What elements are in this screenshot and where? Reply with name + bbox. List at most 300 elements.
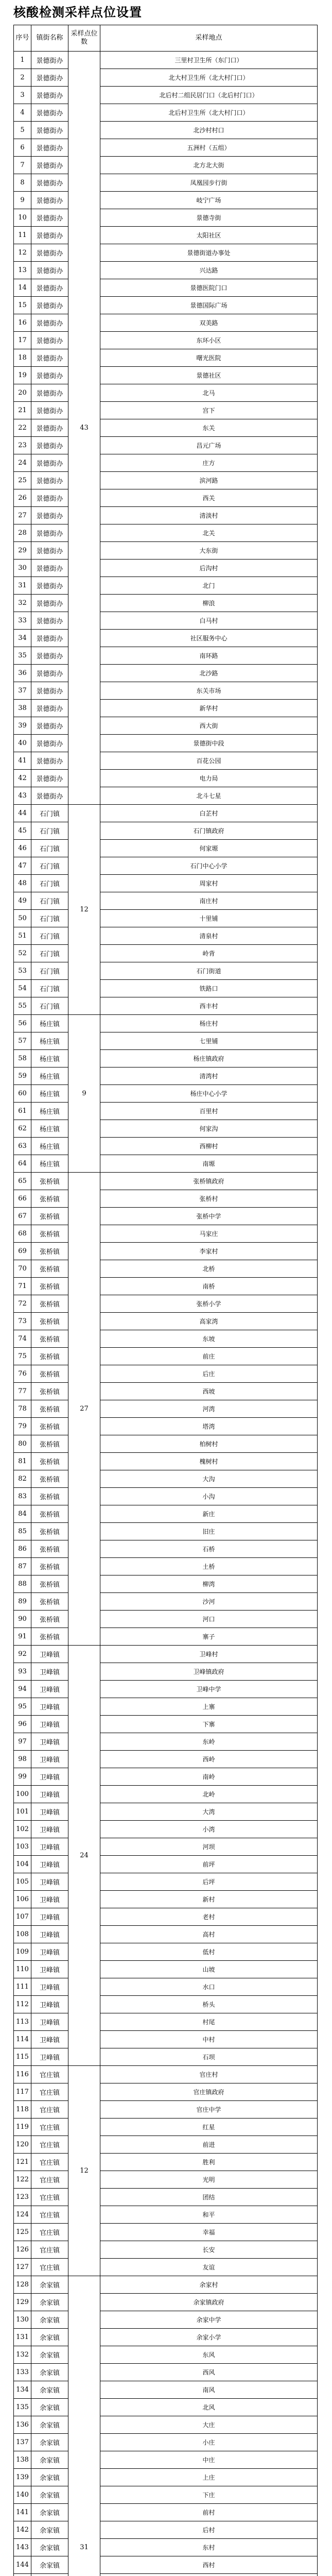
row-location: 余家村 — [100, 2276, 318, 2294]
row-location: 幸福 — [100, 2224, 318, 2241]
row-town: 石门镇 — [31, 980, 68, 997]
row-town: 张桥镇 — [31, 1575, 68, 1593]
table-row — [14, 1856, 318, 1873]
row-location: 清湾村 — [100, 1067, 318, 1085]
row-town: 石门镇 — [31, 892, 68, 910]
row-location: 周家村 — [100, 875, 318, 892]
row-index: 74 — [14, 1330, 31, 1348]
group-count: 43 — [68, 52, 100, 805]
row-town: 余家镇 — [31, 2329, 68, 2346]
table-row — [14, 2048, 318, 2066]
row-location: 石门街道 — [100, 962, 318, 980]
row-index: 20 — [14, 384, 31, 402]
table-row — [14, 349, 318, 367]
row-index: 125 — [14, 2224, 31, 2241]
row-location: 张桥镇政府 — [100, 1173, 318, 1190]
row-index: 112 — [14, 1996, 31, 2013]
row-index: 56 — [14, 1015, 31, 1032]
row-town: 景德街办 — [31, 157, 68, 174]
row-location: 石桥 — [100, 1540, 318, 1558]
table-row — [14, 2031, 318, 2048]
table-row — [14, 630, 318, 647]
row-location: 杨庄镇政府 — [100, 1050, 318, 1067]
row-location: 后庄 — [100, 1365, 318, 1383]
row-location: 南风 — [100, 2381, 318, 2399]
row-location: 水口 — [100, 1978, 318, 1996]
row-location: 北关 — [100, 524, 318, 542]
row-location: 电力局 — [100, 770, 318, 787]
row-town: 官庄镇 — [31, 2136, 68, 2154]
row-location: 北后村卫生所（北大村门口） — [100, 104, 318, 122]
row-location: 李家村 — [100, 1243, 318, 1260]
row-index: 115 — [14, 2048, 31, 2066]
row-location: 卫峰村 — [100, 1646, 318, 1663]
row-index: 96 — [14, 1716, 31, 1733]
table-row — [14, 910, 318, 927]
row-location: 下寨 — [100, 1716, 318, 1733]
row-town: 石门镇 — [31, 945, 68, 962]
table-row — [14, 2381, 318, 2399]
row-town: 余家镇 — [31, 2346, 68, 2364]
row-location: 百里村 — [100, 1103, 318, 1120]
table-row — [14, 139, 318, 157]
table-row — [14, 1821, 318, 1838]
row-location: 后坪 — [100, 1873, 318, 1891]
row-location: 长安 — [100, 2241, 318, 2259]
row-index: 48 — [14, 875, 31, 892]
row-town: 卫峰镇 — [31, 1961, 68, 1978]
row-town: 卫峰镇 — [31, 1803, 68, 1821]
row-town: 卫峰镇 — [31, 1786, 68, 1803]
row-town: 杨庄镇 — [31, 1032, 68, 1050]
row-location: 官庄村 — [100, 2066, 318, 2083]
row-location: 十里铺 — [100, 910, 318, 927]
table-row — [14, 262, 318, 279]
row-index: 16 — [14, 314, 31, 332]
row-location: 前坪 — [100, 1856, 318, 1873]
row-index: 66 — [14, 1190, 31, 1208]
row-index: 102 — [14, 1821, 31, 1838]
row-town: 卫峰镇 — [31, 1838, 68, 1856]
row-town: 石门镇 — [31, 997, 68, 1015]
row-town: 卫峰镇 — [31, 1873, 68, 1891]
row-index: 111 — [14, 1978, 31, 1996]
table-row — [14, 1208, 318, 1225]
table-row — [14, 437, 318, 454]
row-town: 官庄镇 — [31, 2189, 68, 2206]
row-location: 清泉村 — [100, 927, 318, 945]
table-row — [14, 700, 318, 717]
row-index: 109 — [14, 1943, 31, 1961]
row-location: 高家湾 — [100, 1313, 318, 1330]
row-index: 50 — [14, 910, 31, 927]
row-location: 中村 — [100, 2031, 318, 2048]
row-location: 石门镇政府 — [100, 822, 318, 840]
row-index: 43 — [14, 787, 31, 805]
table-row — [14, 2416, 318, 2434]
row-town: 张桥镇 — [31, 1558, 68, 1575]
row-town: 余家镇 — [31, 2364, 68, 2381]
table-row — [14, 1733, 318, 1751]
row-index: 5 — [14, 122, 31, 139]
row-town: 官庄镇 — [31, 2206, 68, 2224]
row-index: 73 — [14, 1313, 31, 1330]
table-row — [14, 717, 318, 735]
row-town: 官庄镇 — [31, 2259, 68, 2276]
row-town: 官庄镇 — [31, 2101, 68, 2119]
row-town: 卫峰镇 — [31, 1681, 68, 1698]
row-index: 24 — [14, 454, 31, 472]
row-town: 卫峰镇 — [31, 1996, 68, 2013]
row-index: 138 — [14, 2451, 31, 2469]
row-index: 141 — [14, 2504, 31, 2521]
row-index: 14 — [14, 279, 31, 297]
row-location: 老村 — [100, 1908, 318, 1926]
row-index: 41 — [14, 752, 31, 770]
row-index: 68 — [14, 1225, 31, 1243]
table-row — [14, 2119, 318, 2136]
row-location: 中庄 — [100, 2451, 318, 2469]
row-town: 杨庄镇 — [31, 1120, 68, 1138]
row-index: 61 — [14, 1103, 31, 1120]
table-row — [14, 1418, 318, 1435]
row-location: 官庄中学 — [100, 2101, 318, 2119]
row-location: 小庄 — [100, 2434, 318, 2451]
row-town: 张桥镇 — [31, 1505, 68, 1523]
row-location: 马家庄 — [100, 1225, 318, 1243]
row-index: 44 — [14, 805, 31, 822]
row-town: 卫峰镇 — [31, 1891, 68, 1908]
table-row — [14, 805, 318, 822]
table-row — [14, 1768, 318, 1786]
row-town: 景德街办 — [31, 332, 68, 349]
row-index: 114 — [14, 2031, 31, 2048]
row-town: 余家镇 — [31, 2381, 68, 2399]
table-row — [14, 2154, 318, 2171]
row-town: 景德街办 — [31, 752, 68, 770]
row-index: 31 — [14, 577, 31, 595]
row-index: 34 — [14, 630, 31, 647]
row-index: 38 — [14, 700, 31, 717]
table-row — [14, 1996, 318, 2013]
row-index: 57 — [14, 1032, 31, 1050]
row-index: 6 — [14, 139, 31, 157]
row-town: 石门镇 — [31, 857, 68, 875]
row-town: 景德街办 — [31, 770, 68, 787]
row-town: 官庄镇 — [31, 2066, 68, 2083]
row-index: 69 — [14, 1243, 31, 1260]
row-index: 64 — [14, 1155, 31, 1173]
row-location: 北沙村村口 — [100, 122, 318, 139]
row-location: 双美路 — [100, 314, 318, 332]
row-town: 余家镇 — [31, 2486, 68, 2504]
table-row — [14, 1348, 318, 1365]
table-row — [14, 1278, 318, 1295]
row-town: 卫峰镇 — [31, 2013, 68, 2031]
row-location: 北岭 — [100, 1786, 318, 1803]
row-town: 张桥镇 — [31, 1313, 68, 1330]
row-index: 33 — [14, 612, 31, 630]
row-location: 余家镇政府 — [100, 2294, 318, 2311]
row-town: 余家镇 — [31, 2556, 68, 2574]
row-index: 98 — [14, 1751, 31, 1768]
row-location: 东环小区 — [100, 332, 318, 349]
row-location: 友谊 — [100, 2259, 318, 2276]
row-location: 何家塬 — [100, 840, 318, 857]
row-index: 21 — [14, 402, 31, 419]
row-index: 71 — [14, 1278, 31, 1295]
row-location: 上庄 — [100, 2469, 318, 2486]
table-row — [14, 227, 318, 244]
row-location: 景德街中段 — [100, 735, 318, 752]
row-location: 景德寺街 — [100, 209, 318, 227]
table-row — [14, 2399, 318, 2416]
row-town: 景德街办 — [31, 192, 68, 209]
row-town: 景德街办 — [31, 577, 68, 595]
row-location: 土桥 — [100, 1558, 318, 1575]
row-town: 卫峰镇 — [31, 1733, 68, 1751]
row-location: 前庄 — [100, 1348, 318, 1365]
row-town: 石门镇 — [31, 927, 68, 945]
row-town: 张桥镇 — [31, 1488, 68, 1505]
row-index: 131 — [14, 2329, 31, 2346]
row-town: 景德街办 — [31, 209, 68, 227]
row-town: 张桥镇 — [31, 1243, 68, 1260]
row-location: 槐树村 — [100, 1453, 318, 1470]
row-town: 石门镇 — [31, 910, 68, 927]
table-row — [14, 787, 318, 805]
row-index: 128 — [14, 2276, 31, 2294]
row-location: 南岭 — [100, 1768, 318, 1786]
table-row — [14, 2346, 318, 2364]
row-location: 光明 — [100, 2171, 318, 2189]
row-index: 93 — [14, 1663, 31, 1681]
table-row — [14, 279, 318, 297]
row-location: 何家沟 — [100, 1120, 318, 1138]
row-location: 大湾 — [100, 1803, 318, 1821]
group-count: 24 — [68, 1646, 100, 2066]
table-row — [14, 822, 318, 840]
table-row — [14, 2294, 318, 2311]
row-town: 卫峰镇 — [31, 1908, 68, 1926]
table-row — [14, 770, 318, 787]
row-town: 余家镇 — [31, 2294, 68, 2311]
row-location: 杨庄中心小学 — [100, 1085, 318, 1103]
row-town: 石门镇 — [31, 822, 68, 840]
row-town: 景德街办 — [31, 717, 68, 735]
row-index: 4 — [14, 104, 31, 122]
row-town: 张桥镇 — [31, 1383, 68, 1400]
row-location: 下庄 — [100, 2486, 318, 2504]
row-index: 92 — [14, 1646, 31, 1663]
row-index: 62 — [14, 1120, 31, 1138]
row-index: 54 — [14, 980, 31, 997]
row-index: 13 — [14, 262, 31, 279]
row-town: 景德街办 — [31, 314, 68, 332]
row-location: 曙光医院 — [100, 349, 318, 367]
row-index: 26 — [14, 489, 31, 507]
row-index: 32 — [14, 595, 31, 612]
row-index — [14, 2574, 31, 2576]
table-row — [14, 682, 318, 700]
row-town: 余家镇 — [31, 2539, 68, 2556]
row-town: 景德街办 — [31, 454, 68, 472]
row-town: 景德街办 — [31, 665, 68, 682]
row-town: 官庄镇 — [31, 2224, 68, 2241]
row-index: 76 — [14, 1365, 31, 1383]
row-location: 大东街 — [100, 542, 318, 560]
row-town: 卫峰镇 — [31, 1663, 68, 1681]
row-index: 134 — [14, 2381, 31, 2399]
table-row — [14, 1435, 318, 1453]
row-town: 官庄镇 — [31, 2083, 68, 2101]
header-count: 采样点位数 — [68, 25, 100, 52]
row-location: 北斗七星 — [100, 787, 318, 805]
table-row — [14, 1470, 318, 1488]
row-town: 景德街办 — [31, 69, 68, 87]
table-row — [14, 542, 318, 560]
row-location: 柏树村 — [100, 1435, 318, 1453]
row-index: 119 — [14, 2119, 31, 2136]
row-index: 91 — [14, 1628, 31, 1646]
table-row — [14, 840, 318, 857]
row-index: 55 — [14, 997, 31, 1015]
row-index: 45 — [14, 822, 31, 840]
row-location: 百花公园 — [100, 752, 318, 770]
row-town: 余家镇 — [31, 2469, 68, 2486]
row-town: 景德街办 — [31, 367, 68, 384]
row-index: 83 — [14, 1488, 31, 1505]
table-row — [14, 612, 318, 630]
row-index: 60 — [14, 1085, 31, 1103]
row-location: 铁路口 — [100, 980, 318, 997]
row-index: 8 — [14, 174, 31, 192]
row-location: 官庄镇政府 — [100, 2083, 318, 2101]
table-row — [14, 980, 318, 997]
row-town: 卫峰镇 — [31, 1716, 68, 1733]
row-location: 庄方 — [100, 454, 318, 472]
table-row — [14, 1138, 318, 1155]
row-index: 29 — [14, 542, 31, 560]
row-index: 126 — [14, 2241, 31, 2259]
table-row — [14, 1575, 318, 1593]
row-town: 张桥镇 — [31, 1260, 68, 1278]
row-town: 张桥镇 — [31, 1435, 68, 1453]
row-town: 景德街办 — [31, 437, 68, 454]
row-location: 北马 — [100, 384, 318, 402]
row-location: 余家小学 — [100, 2329, 318, 2346]
row-town: 杨庄镇 — [31, 1155, 68, 1173]
table-row — [14, 1067, 318, 1085]
row-location: 高村 — [100, 1926, 318, 1943]
table-row — [14, 875, 318, 892]
table-row — [14, 1646, 318, 1663]
row-location: 东关市场 — [100, 682, 318, 700]
row-town: 景德街办 — [31, 612, 68, 630]
row-index: 107 — [14, 1908, 31, 1926]
row-index: 18 — [14, 349, 31, 367]
table-row — [14, 507, 318, 524]
row-town: 景德街办 — [31, 560, 68, 577]
row-location: 杨庄村 — [100, 1015, 318, 1032]
row-index: 87 — [14, 1558, 31, 1575]
row-index: 39 — [14, 717, 31, 735]
table-row — [14, 2259, 318, 2276]
table-row — [14, 665, 318, 682]
row-location: 东岭 — [100, 1733, 318, 1751]
table-row — [14, 1120, 318, 1138]
row-index: 52 — [14, 945, 31, 962]
row-index: 36 — [14, 665, 31, 682]
table-row — [14, 1383, 318, 1400]
row-town: 石门镇 — [31, 840, 68, 857]
row-location: 卫峰镇政府 — [100, 1663, 318, 1681]
table-row — [14, 1050, 318, 1067]
row-index: 42 — [14, 770, 31, 787]
row-town: 卫峰镇 — [31, 1978, 68, 1996]
row-index: 135 — [14, 2399, 31, 2416]
row-index: 127 — [14, 2259, 31, 2276]
row-location: 北大村卫生所（北大村门口） — [100, 69, 318, 87]
row-location: 太阳社区 — [100, 227, 318, 244]
row-town: 卫峰镇 — [31, 1768, 68, 1786]
row-index: 10 — [14, 209, 31, 227]
row-town: 景德街办 — [31, 700, 68, 717]
row-location: 胜利 — [100, 2154, 318, 2171]
row-location: 新村 — [100, 1891, 318, 1908]
row-town: 卫峰镇 — [31, 1821, 68, 1838]
row-location: 小湾 — [100, 1821, 318, 1838]
sampling-sites-table — [13, 25, 318, 2576]
row-location: 后沟村 — [100, 560, 318, 577]
row-location: 柳浪 — [100, 595, 318, 612]
row-town: 景德街办 — [31, 507, 68, 524]
row-town: 景德街办 — [31, 542, 68, 560]
row-town: 余家镇 — [31, 2399, 68, 2416]
table-row — [14, 2276, 318, 2294]
row-index: 27 — [14, 507, 31, 524]
row-town: 杨庄镇 — [31, 1138, 68, 1155]
table-row — [14, 2206, 318, 2224]
table-row — [14, 1628, 318, 1646]
table-row — [14, 1978, 318, 1996]
table-row — [14, 69, 318, 87]
row-location: 河坝 — [100, 1838, 318, 1856]
header-town: 镇街名称 — [31, 25, 68, 52]
row-town: 景德街办 — [31, 402, 68, 419]
row-town: 卫峰镇 — [31, 2048, 68, 2066]
row-town: 景德街办 — [31, 227, 68, 244]
row-index: 80 — [14, 1435, 31, 1453]
row-town: 景德街办 — [31, 279, 68, 297]
row-index: 105 — [14, 1873, 31, 1891]
table-row — [14, 1681, 318, 1698]
row-town: 卫峰镇 — [31, 1943, 68, 1961]
table-row — [14, 1803, 318, 1821]
row-town: 景德街办 — [31, 489, 68, 507]
row-location: 景德国际广场 — [100, 297, 318, 314]
row-town: 张桥镇 — [31, 1628, 68, 1646]
table-row — [14, 402, 318, 419]
row-location: 滨河路 — [100, 472, 318, 489]
row-location: 大庄 — [100, 2416, 318, 2434]
row-town: 石门镇 — [31, 805, 68, 822]
row-index: 70 — [14, 1260, 31, 1278]
table-row — [14, 962, 318, 980]
row-town: 景德街办 — [31, 139, 68, 157]
table-row — [14, 157, 318, 174]
row-location: 兴达路 — [100, 262, 318, 279]
